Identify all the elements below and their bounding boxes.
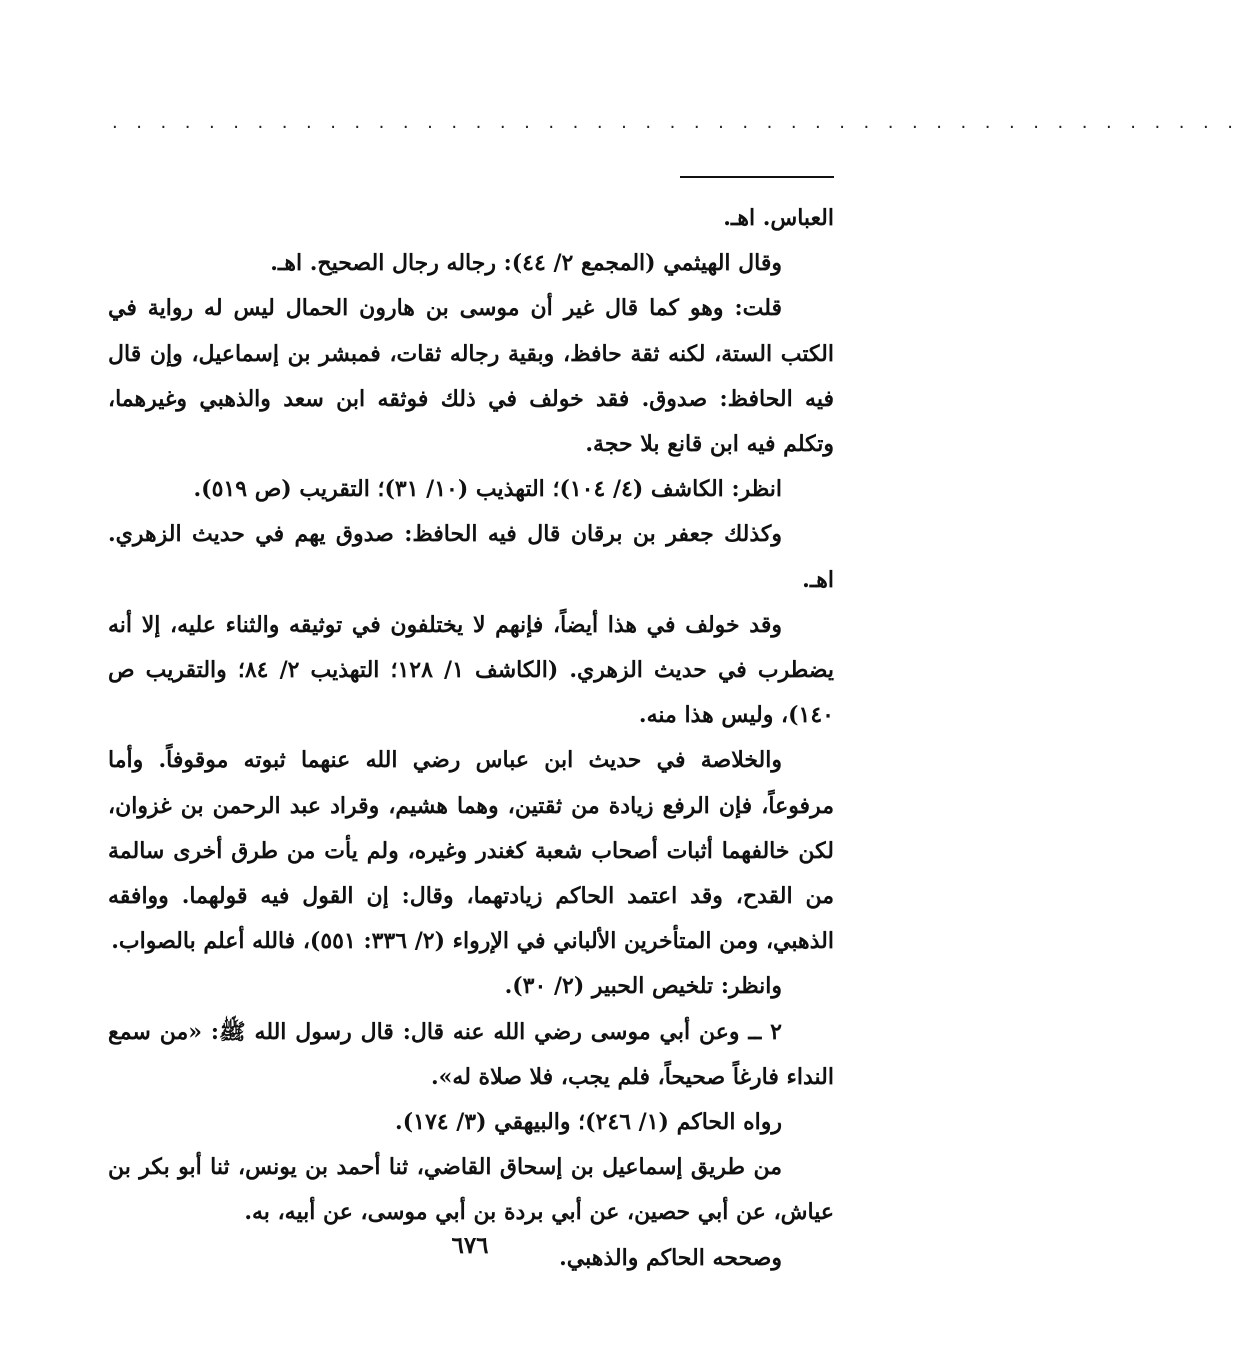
paragraph-8: وانظر: تلخيص الحبير (٢/ ٣٠). [504, 973, 782, 1000]
paragraph-2: وقال الهيثمي (المجمع ٢/ ٤٤): رجاله رجال الصحيح. اهـ. [270, 250, 782, 277]
short-rule-divider [680, 176, 834, 178]
paragraph-5: وكذلك جعفر بن برقان قال فيه الحافظ: صدوق يهم في حديث الزهري. اهـ. [108, 521, 834, 593]
paragraph-1: العباس. اهـ. [723, 205, 834, 231]
paragraph-3: قلت: وهو كما قال غير أن موسى بن هارون الحمال ليس له رواية في الكتب الستة، لكنه ثقة حافظ، وبقية رجاله ثقات، فمبشر بن إسماعيل، وإن قال فيه الحافظ: صدوق. فقد خولف في ذلك فوثقه ابن سعد والذهبي وغيرهما، وتكلم فيه ابن قانع بلا حجة. [108, 295, 834, 458]
paragraph-7: والخلاصة في حديث ابن عباس رضي الله عنهما ثبوته موقوفاً. وأما مرفوعاً، فإن الرفع زيادة من ثقتين، وهما هشيم، وقراد عبد الرحمن بن غزوان، لكن خالفهما أثبات أصحاب شعبة كغندر وغيره، ولم يأت من طرق أخرى سالمة من القدح، وقد اعتمد الحاكم زيادتهما، وقال: إن القول فيه قولهما. ووافقه الذهبي، ومن المتأخرين الألباني في الإرواء (٢/ ٣٣٦: ٥٥١)، فالله أعلم بالصواب. [108, 747, 834, 955]
paragraph-12: وصححه الحاكم والذهبي. [559, 1244, 782, 1271]
page-body [108, 196, 834, 1281]
page-number: ٦٧٦ [451, 1232, 489, 1259]
paragraph-4: انظر: الكاشف (٤/ ١٠٤)؛ التهذيب (١٠/ ٣١)؛ التقريب (ص ٥١٩). [193, 476, 782, 503]
paragraph-11: من طريق إسماعيل بن إسحاق القاضي، ثنا أحمد بن يونس، ثنا أبو بكر بن عياش، عن أبي حصين، عن أبي بردة بن أبي موسى، عن أبيه، به. [108, 1154, 834, 1226]
paragraph-9: ٢ ــ وعن أبي موسى رضي الله عنه قال: قال رسول الله ﷺ: «من سمع النداء فارغاً صحيحاً، فلم يجب، فلا صلاة له». [108, 1018, 834, 1090]
paragraph-6: وقد خولف في هذا أيضاً، فإنهم لا يختلفون في توثيقه والثناء عليه، إلا أنه يضطرب في حديث الزهري. (الكاشف ١/ ١٢٨؛ التهذيب ٢/ ٨٤؛ والتقريب ص ١٤٠)، وليس هذا منه. [108, 611, 834, 729]
dotted-separator: . . . . . . . . . . . . . . . . . . . . . . . . . . . . . . . . . . . . . . . . . . . . . . . [112, 112, 1239, 133]
paragraph-10: رواه الحاكم (١/ ٢٤٦)؛ والبيهقي (٣/ ١٧٤). [395, 1109, 782, 1136]
